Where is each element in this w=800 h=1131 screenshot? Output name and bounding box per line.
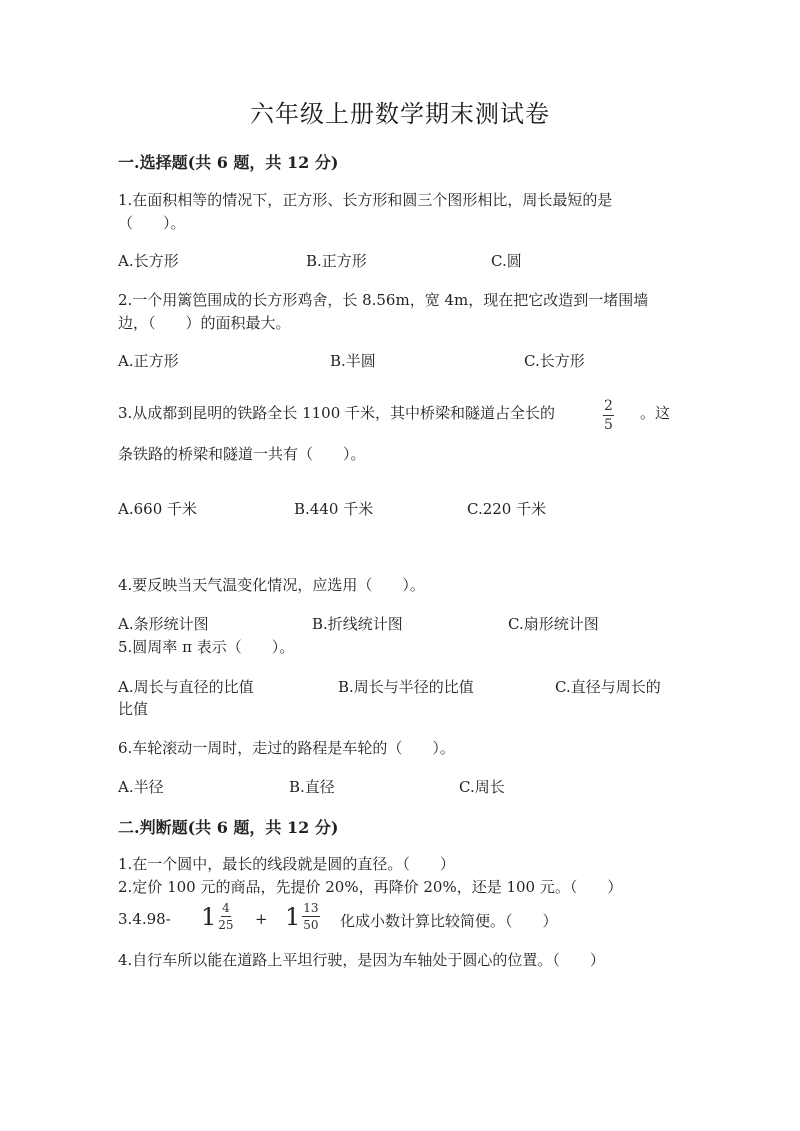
question-2-text: 2.一个用篱笆围成的长方形鸡舍，长 8.56m，宽 4m，现在把它改造到一堵围墙	[118, 291, 649, 309]
question-5-text: 5.圆周率 π 表示（ ）。	[118, 638, 295, 656]
question-3-text-tail: 。这	[640, 404, 671, 422]
plus-sign: +	[255, 910, 268, 928]
q2-option-c: C.长方形	[524, 352, 585, 370]
mixed-1-numerator: 4	[222, 901, 230, 915]
q1-option-a: A.长方形	[118, 252, 179, 270]
q4-option-b: B.折线统计图	[312, 615, 403, 633]
q6-option-b: B.直径	[289, 778, 335, 796]
judgment-3-prefix: 3.4.98-	[118, 910, 171, 928]
fraction-numerator: 2	[604, 398, 613, 414]
fraction-two-fifths	[603, 398, 614, 432]
q3-option-a: A.660 千米	[118, 500, 197, 518]
q5-option-c: C.直径与周长的	[555, 678, 661, 696]
q5-option-c-cont: 比值	[118, 700, 149, 718]
page-title: 六年级上册数学期末测试卷	[250, 100, 550, 128]
question-2-text-cont: 边，（ ）的面积最大。	[118, 314, 291, 332]
fraction-denominator: 5	[604, 417, 613, 433]
q5-option-a: A.周长与直径的比值	[118, 678, 254, 696]
question-6-text: 6.车轮滚动一周时，走过的路程是车轮的（ ）。	[118, 739, 455, 757]
q6-option-a: A.半径	[118, 778, 164, 796]
q3-option-c: C.220 千米	[467, 500, 547, 518]
question-1-text: 1.在面积相等的情况下，正方形、长方形和圆三个图形相比，周长最短的是	[118, 191, 613, 209]
q4-option-a: A.条形统计图	[118, 615, 209, 633]
q2-option-b: B.半圆	[330, 352, 376, 370]
q1-option-b: B.正方形	[306, 252, 367, 270]
q5-option-b: B.周长与半径的比值	[338, 678, 474, 696]
mixed-number-1	[201, 902, 234, 931]
mixed-1-denominator: 25	[218, 918, 234, 932]
mixed-2-numerator: 13	[303, 901, 319, 915]
mixed-1-whole: 1	[201, 902, 217, 931]
section-heading-judgment: 二.判断题(共 6 题，共 12 分)	[118, 818, 339, 837]
question-3-text-cont: 条铁路的桥梁和隧道一共有（ ）。	[118, 445, 366, 463]
q4-option-c: C.扇形统计图	[508, 615, 599, 633]
mixed-number-2	[285, 902, 320, 931]
mixed-2-whole: 1	[285, 902, 301, 931]
question-3-text: 3.从成都到昆明的铁路全长 1100 千米，其中桥梁和隧道占全长的	[118, 404, 556, 422]
q6-option-c: C.周长	[459, 778, 505, 796]
judgment-4-text: 4.自行车所以能在道路上平坦行驶，是因为车轴处于圆心的位置。（ ）	[118, 951, 605, 969]
section-heading-choice: 一.选择题(共 6 题，共 12 分)	[118, 153, 339, 172]
judgment-3-suffix: 化成小数计算比较简便。（ ）	[340, 912, 558, 930]
mixed-2-denominator: 50	[303, 918, 319, 932]
judgment-2-text: 2.定价 100 元的商品，先提价 20%，再降价 20%，还是 100 元。（ ）	[118, 878, 623, 896]
q3-option-b: B.440 千米	[294, 500, 374, 518]
judgment-1-text: 1.在一个圆中，最长的线段就是圆的直径。（ ）	[118, 855, 455, 873]
q2-option-a: A.正方形	[118, 352, 179, 370]
question-1-text-cont: （ ）。	[118, 214, 186, 232]
q1-option-c: C.圆	[491, 252, 522, 270]
question-4-text: 4.要反映当天气温变化情况，应选用（ ）。	[118, 576, 425, 594]
